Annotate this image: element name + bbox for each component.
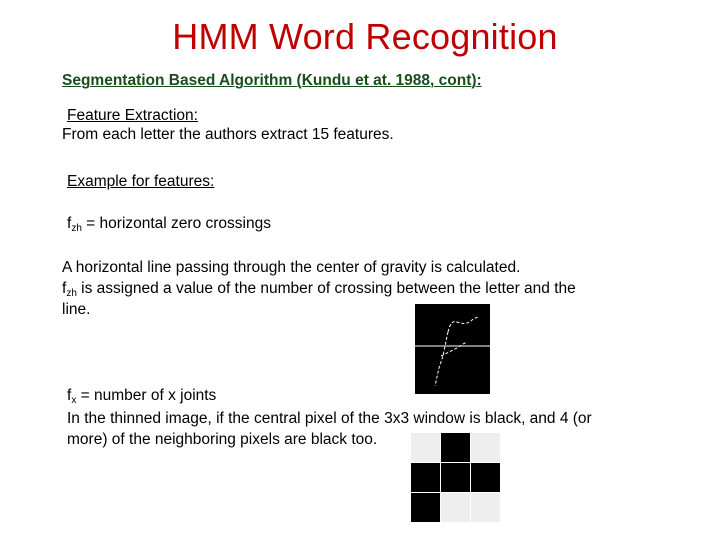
pixel-cell	[411, 433, 440, 462]
pixel-cell	[471, 433, 500, 462]
fzh-desc-line3: line.	[62, 301, 91, 318]
fzh-desc-subscript: zh	[66, 288, 77, 299]
fx-subscript: x	[71, 395, 77, 406]
fzh-symbol: f	[67, 215, 72, 232]
pixel-cell	[471, 463, 500, 492]
fzh-desc-line1: A horizontal line passing through the center of gravity is calculated.	[62, 259, 521, 276]
fzh-desc-line2-text: is assigned a value of the number of crossing between the letter and the	[76, 280, 576, 297]
pixel-cell	[411, 493, 440, 522]
thinned-letter-strokes	[415, 304, 490, 394]
fx-desc-line2: more) of the neighboring pixels are black too.	[67, 431, 378, 448]
fzh-definition-text: = horizontal zero crossings	[81, 215, 271, 232]
slide-title: HMM Word Recognition	[172, 16, 558, 57]
fzh-desc-line2	[62, 279, 576, 304]
thinned-letter-image	[415, 304, 490, 394]
feature-extraction-heading: Feature Extraction:	[67, 107, 198, 124]
fx-desc-line1: In the thinned image, if the central pixel of the 3x3 window is black, and 4 (or	[67, 410, 592, 427]
pixel-cell	[411, 463, 440, 492]
pixel-window-3x3	[411, 433, 500, 522]
fx-definition-text: = number of x joints	[76, 387, 217, 404]
pixel-cell	[441, 433, 470, 462]
fx-symbol: f	[67, 387, 72, 404]
fzh-definition	[67, 214, 271, 239]
example-heading: Example for features:	[67, 173, 215, 190]
slide-subtitle: Segmentation Based Algorithm (Kundu et at. 1988, cont):	[62, 72, 482, 89]
fzh-subscript: zh	[71, 223, 82, 234]
fzh-desc-symbol: f	[62, 280, 67, 297]
pixel-cell	[441, 493, 470, 522]
pixel-cell	[471, 493, 500, 522]
pixel-cell	[441, 463, 470, 492]
fx-definition	[67, 386, 216, 411]
feature-extraction-text: From each letter the authors extract 15 features.	[62, 126, 394, 143]
